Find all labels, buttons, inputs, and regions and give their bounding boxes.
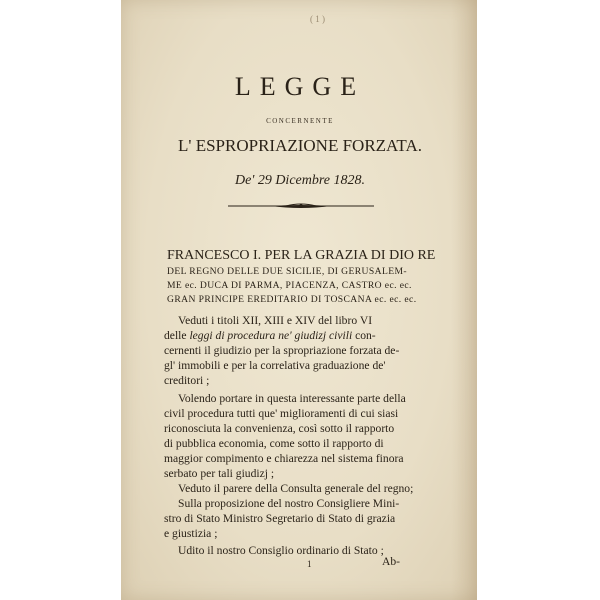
running-head: ( 1 ): [310, 14, 325, 24]
para2-line-2: civil procedura tutti que' miglioramenti di cui siasi: [164, 407, 399, 420]
para1-line-2b: con-: [352, 329, 376, 342]
para2-line-1: Volendo portare in questa interessante parte della: [178, 392, 406, 405]
para1-line-3: cernenti il giudizio per la spropriazione forzata de-: [164, 344, 400, 357]
para2-line-4: di pubblica economia, come sotto il rapporto di: [164, 437, 384, 450]
royal-heading-line-4: GRAN PRINCIPE EREDITARIO DI TOSCANA ec. ec. ec.: [167, 294, 417, 305]
para2-line-3: riconosciuta la convenienza, così sotto il rapporto: [164, 422, 395, 435]
concernente-label: CONCERNENTE: [266, 117, 334, 125]
royal-heading-line-2: DEL REGNO DELLE DUE SICILIE, DI GERUSALEM-: [167, 266, 407, 277]
ornamental-rule: [226, 201, 376, 211]
catchword: Ab-: [382, 555, 401, 568]
para3-line: Veduto il parere della Consulta generale del regno;: [178, 482, 414, 495]
royal-heading-line-1-text: FRANCESCO I. PER LA GRAZIA DI DIO RE: [167, 248, 436, 263]
para1-line-1: Veduti i titoli XII, XIII e XIV del libro VI: [178, 314, 373, 327]
para4-line-3: e giustizia ;: [164, 527, 218, 540]
signature-mark: 1: [307, 559, 312, 569]
royal-heading-line-3: ME ec. DUCA DI PARMA, PIACENZA, CASTRO ec. ec.: [167, 280, 412, 291]
para2-line-5: maggior compimento e chiarezza nel sistema finora: [164, 452, 404, 465]
royal-heading-line-1: [167, 246, 435, 264]
para1-line-2a: delle: [164, 329, 190, 342]
para2-line-6: serbato per tali giudizj ;: [164, 467, 275, 480]
para4-line-1: Sulla proposizione del nostro Consigliere Mini-: [178, 497, 400, 510]
para4-line-2: stro di Stato Ministro Segretario di Stato di grazia: [164, 512, 396, 525]
para1-line-2: [164, 329, 376, 342]
page-subtitle: L' ESPROPRIAZIONE FORZATA.: [178, 136, 422, 155]
para5-line: Udito il nostro Consiglio ordinario di Stato ;: [178, 544, 384, 557]
para1-line-4: gl' immobili e per la correlativa graduazione de': [164, 359, 386, 372]
date-line: De' 29 Dicembre 1828.: [235, 173, 365, 188]
para1-line-5: creditori ;: [164, 374, 210, 387]
para1-italic-title: leggi di procedura ne' giudizj civili: [189, 329, 353, 342]
page-title: LEGGE: [234, 72, 366, 101]
